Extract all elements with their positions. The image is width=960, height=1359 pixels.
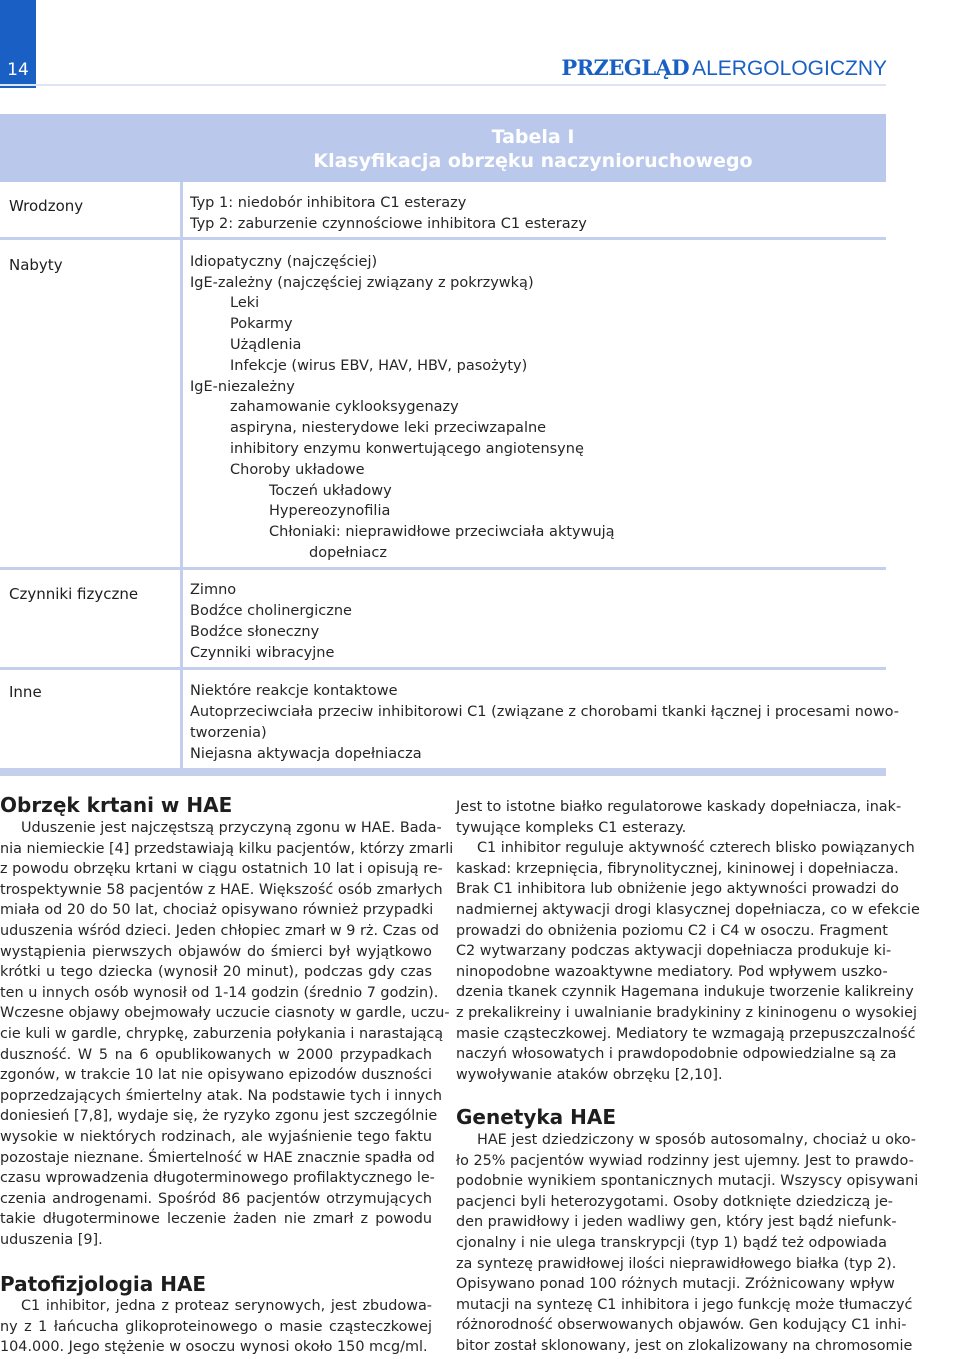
table-cell-line: Bodźce słoneczny — [190, 624, 320, 640]
text-line: 104.000. Jego stężenie w osoczu wynosi około 150 mcg/ml. — [0, 1339, 428, 1356]
text-line: ninopodobne wazoaktywne mediatory. Pod wpływem uszko- — [456, 963, 888, 980]
text-line: z prekalikreiny i uwalnianie bradykininy z kininogenu o wysokiej — [456, 1004, 918, 1021]
left-paragraph-2 — [0, 1296, 432, 1358]
table-cell-line: Czynniki wibracyjne — [190, 645, 335, 661]
text-line: czasu wprowadzenia długoterminowego profilaktycznego le- — [0, 1170, 435, 1187]
right-paragraph-2 — [456, 1130, 919, 1357]
table-row-category: Czynniki fizyczne — [9, 585, 139, 603]
table-row-divider — [0, 567, 886, 570]
table-cell-line: aspiryna, niesterydowe leki przeciwzapalne — [230, 420, 547, 436]
table-row-category: Inne — [9, 683, 42, 701]
table-cell-line: inhibitory enzymu konwertującego angiotensynę — [230, 441, 584, 457]
text-line: dzenia tkanek czynnik Hagemana indukuje tworzenie kalikreiny — [456, 984, 914, 1001]
table-cell-line: IgE-zależny (najczęściej związany z pokrzywką) — [190, 275, 534, 291]
table-cell-line: Bodźce cholinergiczne — [190, 603, 352, 619]
table-cell-line: Niejasna aktywacja dopełniacza — [190, 746, 422, 762]
table-cell-line: Użądlenia — [230, 337, 302, 353]
table-cell-line: Zimno — [190, 582, 237, 598]
text-line: ny z 1 łańcucha glikoproteinowego o masie cząsteczkowej — [0, 1318, 432, 1335]
text-line: Opisywano ponad 100 różnych mutacji. Zróżnicowany wpływ — [456, 1276, 895, 1293]
text-line: trospektywnie 58 pacjentów z HAE. Większość osób zmarłych — [0, 881, 443, 898]
text-line: uduszenia wśród dzieci. Jeden chłopiec zmarł w 9 rż. Czas od — [0, 922, 440, 939]
table-row-divider — [0, 667, 886, 670]
table-cell-line: Niektóre reakcje kontaktowe — [190, 683, 398, 699]
text-line: cjonalny i nie ulega transkrypcji (typ 1) bądź też odpowiada — [456, 1234, 887, 1251]
journal-title-part1: PRZEGLĄD — [561, 55, 690, 80]
text-line: cie kuli w gardle, chrypkę, zaburzenia połykania i narastającą — [0, 1025, 444, 1042]
text-line: z powodu obrzęku krtani w ciągu ostatnich 10 lat i opisują re- — [0, 861, 443, 878]
table-cell-line: Choroby układowe — [230, 462, 365, 478]
text-line: duszność. W 5 na 6 opublikowanych w 2000 przypadkach — [0, 1046, 432, 1063]
table-cell-line: tworzenia) — [190, 725, 267, 741]
header-rule — [0, 84, 886, 86]
table-cell-line: Leki — [230, 295, 260, 311]
table-column-divider — [180, 240, 183, 567]
table-bottom-bar — [0, 768, 886, 776]
text-line: nadmiernej aktywacji drogi klasycznej dopełniacza, co w efekcie — [456, 901, 920, 918]
table-cell-line: Toczeń układowy — [269, 483, 392, 499]
text-line: ten u innych osób wynosił od 1-14 godzin (średnio 7 godzin). — [0, 984, 439, 1001]
text-line: pacjenci byli heterozygotami. Osoby dotknięte dziedziczą je- — [456, 1193, 893, 1210]
text-line: krótki u tego dziecka (wynosił 20 minut), podczas gdy czas — [0, 964, 432, 981]
section-heading-pathophysiology: Patofizjologia HAE — [0, 1272, 207, 1296]
text-line: uduszenia [9]. — [0, 1231, 103, 1248]
table-title: Klasyfikacja obrzęku naczynioruchowego — [313, 150, 753, 172]
text-line: ło 25% pacjentów wywiad rodzinny jest ujemny. Jest to prawdo- — [456, 1152, 914, 1169]
text-line: kaskad: krzepnięcia, fibrynolitycznej, kininowej i dopełniacza. — [456, 860, 899, 877]
table-cell-line: Pokarmy — [230, 316, 293, 332]
table-cell-line: Idiopatyczny (najczęściej) — [190, 254, 378, 270]
text-line: zgonów, w trakcie 10 lat nie opisywano epizodów duszności — [0, 1067, 432, 1084]
text-line: poprzedzających śmiertelny atak. Na podstawie tych i innych — [0, 1087, 443, 1104]
text-line: HAE jest dziedziczony w sposób autosomalny, chociaż u oko- — [477, 1132, 916, 1148]
text-line: pozostaje nieznane. Śmiertelność w HAE znacznie spadła od — [0, 1149, 435, 1166]
text-line: bitor został sklonowany, jest on zlokalizowany na chromosomie — [456, 1337, 913, 1354]
section-heading-genetics: Genetyka HAE — [456, 1105, 617, 1129]
right-paragraph-1 — [456, 797, 920, 1085]
text-line: C1 inhibitor, jedna z proteaz serynowych, jest zbudowa- — [21, 1298, 432, 1314]
text-line: za syntezę prawidłowej ilości nieprawidłowego białka (typ 2). — [456, 1255, 897, 1272]
table-cell-line: Chłoniaki: nieprawidłowe przeciwciała aktywują — [269, 524, 615, 540]
text-line: Uduszenie jest najczęstszą przyczyną zgonu w HAE. Bada- — [21, 820, 442, 836]
table-cell-line: Autoprzeciwciała przeciw inhibitorowi C1 (związane z chorobami tkanki łącznej i procesami nowo- — [190, 704, 899, 720]
text-line: mutacji na syntezę C1 inhibitora i jego funkcję może tłumaczyć — [456, 1296, 913, 1313]
table-cell-line: Infekcje (wirus EBV, HAV, HBV, pasożyty) — [230, 358, 528, 374]
table-cell-line: Typ 2: zaburzenie czynnościowe inhibitora C1 esterazy — [190, 216, 587, 232]
table-column-divider — [180, 670, 183, 768]
table-cell-line: zahamowanie cyklooksygenazy — [230, 399, 459, 415]
left-paragraph-1 — [0, 818, 454, 1250]
text-line: C1 inhibitor reguluje aktywność czterech blisko powiązanych — [477, 840, 915, 857]
text-line: podobnie wynikiem spontanicznych mutacji. Wszyscy opisywani — [456, 1173, 919, 1190]
text-line: wystąpienia pierwszych objawów do śmierci był wyjątkowo — [0, 943, 432, 960]
text-line: czenia androgenami. Spośród 86 pacjentów otrzymujących — [0, 1190, 432, 1207]
section-heading-laryngeal-edema: Obrzęk krtani w HAE — [0, 793, 233, 817]
text-line: takie długoterminowe leczenie żaden nie zmarł z powodu — [0, 1211, 432, 1228]
text-line: miała od 20 do 50 lat, chociaż opisywano również przypadki — [0, 902, 434, 919]
table-row-divider — [0, 237, 886, 240]
text-line: tywujące kompleks C1 esterazy. — [456, 819, 687, 836]
table-cell-line: dopełniacz — [309, 545, 388, 561]
text-line: doniesień [7,8], wydaje się, że ryzyko zgonu jest szczególnie — [0, 1108, 438, 1125]
journal-title — [561, 56, 887, 81]
text-line: C2 wytwarzany podczas aktywacji dopełniacza produkuje ki- — [456, 943, 892, 960]
table-column-divider — [180, 570, 183, 667]
text-line: nia niemieckie [4] przedstawiają kilku pacjentów, którzy zmarli — [0, 840, 454, 857]
table-cell-line: IgE-niezależny — [190, 379, 295, 395]
table-row-category: Wrodzony — [9, 197, 84, 215]
page-number: 14 — [7, 60, 29, 80]
text-line: naczyń włosowatych i prawdopodobnie odpowiedzialne są za — [456, 1046, 897, 1063]
text-line: wysokie w niektórych rodzinach, ale wyjaśnienie tego faktu — [0, 1128, 432, 1145]
text-line: wywoływanie ataków obrzęku [2,10]. — [456, 1066, 723, 1083]
table-cell-line: Hypereozynofilia — [269, 503, 391, 519]
table-column-divider — [180, 182, 183, 237]
table-row-category: Nabyty — [9, 256, 63, 274]
table-label: Tabela I — [491, 126, 575, 148]
table-cell-line: Typ 1: niedobór inhibitora C1 esterazy — [190, 195, 467, 211]
text-line: den prawidłowy i jeden wadliwy gen, który jest bądź niefunk- — [456, 1214, 897, 1231]
text-line: Brak C1 inhibitora lub obniżenie jego aktywności prowadzi do — [456, 881, 899, 898]
journal-title-part2: ALERGOLOGICZNY — [692, 57, 887, 80]
text-line: masie cząsteczkowej. Mediatory te wzmagają przepuszczalność — [456, 1025, 916, 1042]
text-line: prowadzi do obniżenia poziomu C2 i C4 w osoczu. Fragment — [456, 922, 888, 939]
text-line: Jest to istotne białko regulatorowe kaskady dopełniacza, inak- — [456, 799, 902, 815]
text-line: różnorodność obserwowanych objawów. Gen kodujący C1 inhi- — [456, 1317, 907, 1334]
text-line: Wczesne objawy obejmowały uczucie ciasnoty w gardle, uczu- — [0, 1005, 450, 1022]
